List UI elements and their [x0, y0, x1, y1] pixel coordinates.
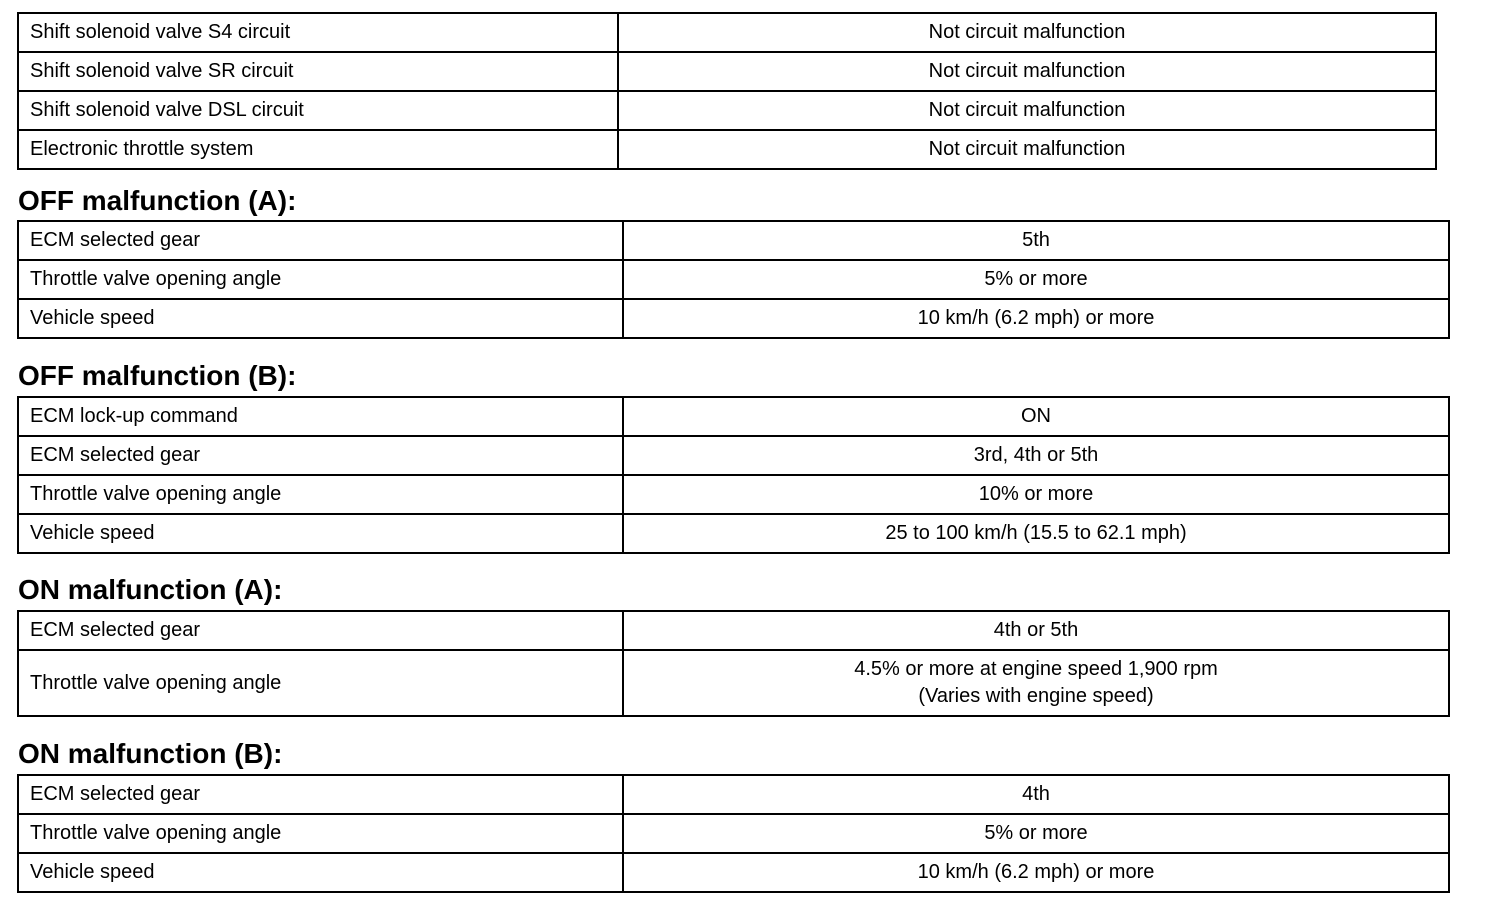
condition-label: ECM selected gear: [18, 436, 623, 475]
condition-value: 4th: [623, 775, 1449, 814]
condition-label: ECM lock-up command: [18, 397, 623, 436]
off-malfunction-a-heading: OFF malfunction (A):: [18, 185, 297, 216]
condition-label: Shift solenoid valve DSL circuit: [18, 91, 618, 130]
on-malfunction-b-table: [17, 774, 1450, 893]
table-row: [18, 221, 1449, 260]
on-malfunction-a-block: [17, 610, 1450, 717]
table-row: [18, 475, 1449, 514]
condition-value: 4th or 5th: [623, 611, 1449, 650]
condition-label: ECM selected gear: [18, 611, 623, 650]
on-malfunction-a-table: [17, 610, 1450, 717]
top-conditions-table: [17, 12, 1437, 170]
condition-value: 5th: [623, 221, 1449, 260]
on-malfunction-a-heading: ON malfunction (A):: [18, 574, 283, 605]
condition-value: 25 to 100 km/h (15.5 to 62.1 mph): [623, 514, 1449, 553]
table-row: [18, 397, 1449, 436]
condition-label: ECM selected gear: [18, 775, 623, 814]
on-malfunction-b-block: [17, 774, 1450, 893]
table-row: [18, 52, 1436, 91]
off-malfunction-b-table: [17, 396, 1450, 554]
condition-value: Not circuit malfunction: [618, 13, 1436, 52]
condition-label: Vehicle speed: [18, 853, 623, 892]
condition-value: 10% or more: [623, 475, 1449, 514]
condition-label: Vehicle speed: [18, 299, 623, 338]
condition-label: Vehicle speed: [18, 514, 623, 553]
table-row: [18, 299, 1449, 338]
condition-label: Electronic throttle system: [18, 130, 618, 169]
condition-label: Shift solenoid valve S4 circuit: [18, 13, 618, 52]
table-row: [18, 514, 1449, 553]
condition-label: ECM selected gear: [18, 221, 623, 260]
table-row: [18, 611, 1449, 650]
condition-value: Not circuit malfunction: [618, 52, 1436, 91]
table-row: [18, 814, 1449, 853]
condition-label: Throttle valve opening angle: [18, 814, 623, 853]
table-row: [18, 650, 1449, 716]
condition-value: ON: [623, 397, 1449, 436]
condition-value-line-1: 4.5% or more at engine speed 1,900 rpm: [854, 658, 1218, 680]
condition-label: Throttle valve opening angle: [18, 475, 623, 514]
condition-value: 3rd, 4th or 5th: [623, 436, 1449, 475]
off-malfunction-a-table: [17, 220, 1450, 339]
condition-value: Not circuit malfunction: [618, 130, 1436, 169]
condition-label: Shift solenoid valve SR circuit: [18, 52, 618, 91]
condition-value: Not circuit malfunction: [618, 91, 1436, 130]
table-row: [18, 436, 1449, 475]
table-row: [18, 13, 1436, 52]
table-row: [18, 775, 1449, 814]
condition-label: Throttle valve opening angle: [18, 260, 623, 299]
condition-value: 5% or more: [623, 260, 1449, 299]
table-row: [18, 260, 1449, 299]
off-malfunction-b-heading: OFF malfunction (B):: [18, 360, 297, 391]
condition-label: Throttle valve opening angle: [18, 650, 623, 716]
condition-value-line-2: (Varies with engine speed): [918, 685, 1154, 707]
condition-value: 10 km/h (6.2 mph) or more: [623, 299, 1449, 338]
top-conditions-block: [17, 12, 1437, 170]
off-malfunction-b-block: [17, 396, 1450, 554]
table-row: [18, 91, 1436, 130]
off-malfunction-a-block: [17, 220, 1450, 339]
condition-value: 10 km/h (6.2 mph) or more: [623, 853, 1449, 892]
condition-value: 5% or more: [623, 814, 1449, 853]
table-row: [18, 130, 1436, 169]
table-row: [18, 853, 1449, 892]
on-malfunction-b-heading: ON malfunction (B):: [18, 738, 283, 769]
condition-value: [623, 650, 1449, 716]
